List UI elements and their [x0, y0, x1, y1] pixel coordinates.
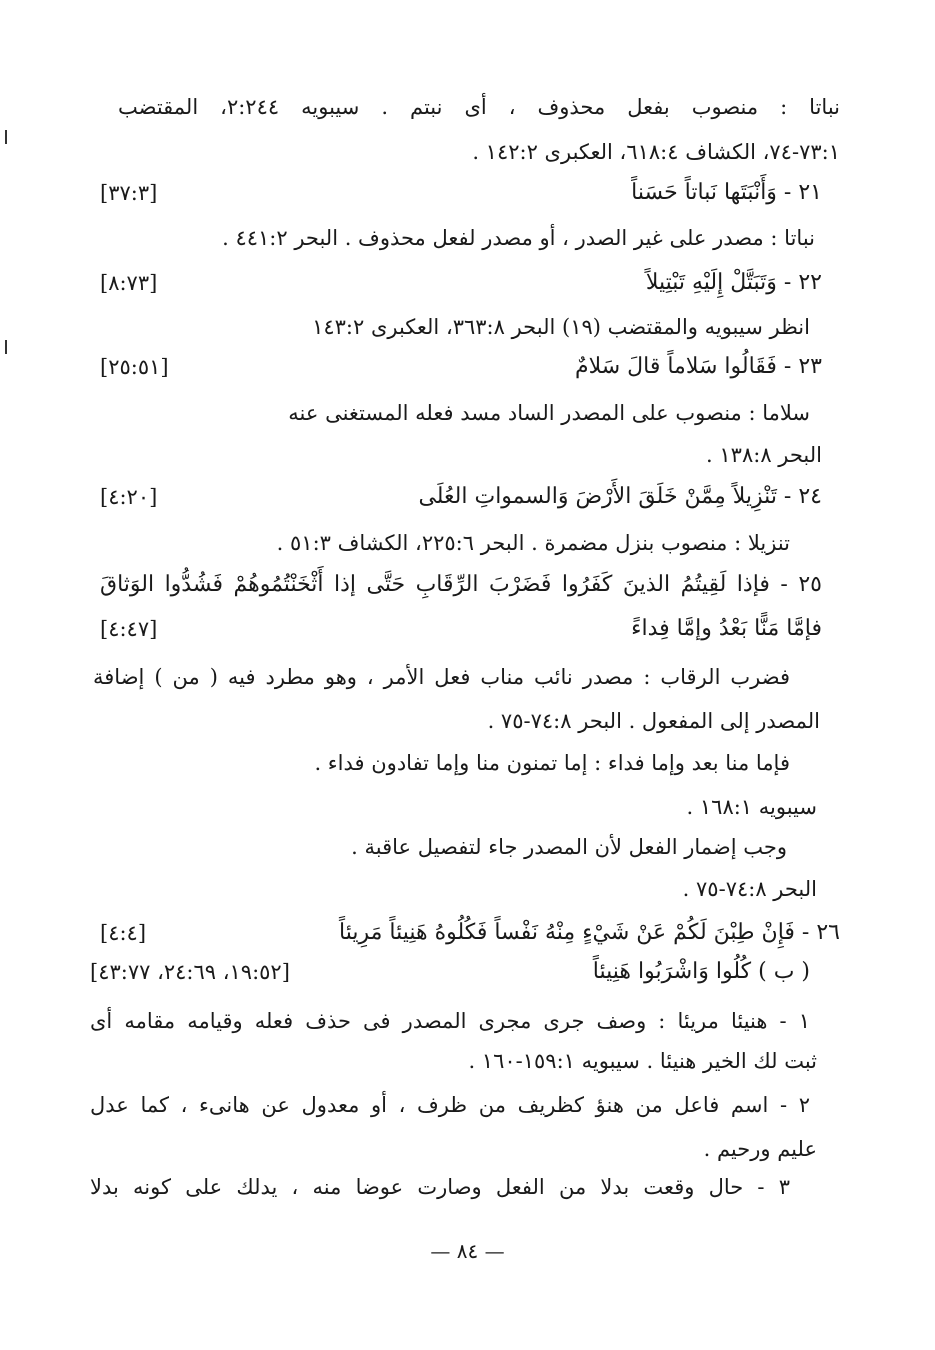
- text-line: سلاما : منصوب على المصدر الساد مسد فعله المستغنى عنه: [288, 401, 810, 425]
- text-line: نباتا : منصوب بفعل محذوف ، أى نبتم . سيبويه ٢:٢٤٤، المقتضب: [118, 95, 840, 119]
- verse-line: ٢٦ - فَإِنْ طِبْنَ لَكُمْ عَنْ شَيْءٍ مِنْهُ نَفْساً فَكُلُوهُ هَنِيئاً مَرِيئاً: [338, 920, 840, 945]
- verse-reference: [١٩:٥٢، ٢٤:٦٩، ٤٣:٧٧]: [90, 960, 290, 984]
- text-line: سيبويه ١٦٨:١ .: [686, 795, 817, 819]
- scan-edge-mark: [5, 130, 7, 144]
- verse-reference: [٢٥:٥١]: [100, 355, 169, 379]
- text-line: البحر ٧٤:٨-٧٥ .: [682, 877, 817, 901]
- verse-line: ٢١ - وَأَنْبَتَها نَباتاً حَسَناً: [631, 180, 822, 205]
- text-line: ٢ - اسم فاعل من هنؤ كظريف من ظرف ، أو معدول عن هانىء ، كما عدل: [90, 1093, 810, 1117]
- verse-line: ٢٤ - تَنْزِيلاً مِمَّنْ خَلَقَ الأَرْضَ وَالسمواتِ العُلَى: [418, 484, 822, 509]
- text-line: فضرب الرقاب : مصدر نائب مناب فعل الأمر ، وهو مطرد فيه ( من ) إضافة: [93, 665, 790, 689]
- verse-line: ٢٥ - فإذا لَقِيتُمُ الذينَ كَفَرُوا فَضَرْبَ الرِّقَابِ حَتَّى إذا أَثْخَنْتُمُوهُمْ فَشُدُّوا الوَثاقَ: [100, 572, 822, 597]
- text-line: انظر سيبويه والمقتضب (١٩) البحر ٣٦٣:٨، العكبرى ١٤٣:٢: [312, 315, 810, 339]
- text-line: المصدر إلى المفعول . البحر ٧٤:٨-٧٥ .: [487, 709, 820, 733]
- text-line: عليم ورحيم .: [703, 1137, 817, 1161]
- verse-line: ( ب ) كُلُوا وَاشْرَبُوا هَنِيئاً: [592, 959, 810, 984]
- text-line: نباتا : مصدر على غير الصدر ، أو مصدر لفعل محذوف . البحر ٤٤١:٢ .: [222, 226, 815, 250]
- text-line: البحر ١٣٨:٨ .: [706, 443, 822, 467]
- text-line: ٣ - حال وقعت بدلا من الفعل وصارت عوضا منه ، يدلك على كونه بدلا: [90, 1175, 790, 1199]
- text-line: فإما منا بعد وإما فداء : إما تمنون منا وإما تفادون فداء .: [314, 751, 790, 775]
- page-number: — ٨٤ —: [430, 1239, 505, 1263]
- verse-reference: [٨:٧٣]: [100, 271, 158, 295]
- text-line: ثبت لك الخير هنيئا . سيبويه ١٥٩:١-١٦٠ .: [468, 1049, 817, 1073]
- verse-reference: [٤:٢٠]: [100, 485, 158, 509]
- verse-line: فإمَّا مَنًّا بَعْدُ وإمَّا فِداءً: [631, 616, 822, 641]
- text-line: تنزيلا : منصوب بنزل مضمرة . البحر ٢٢٥:٦، الكشاف ٥١:٣ .: [276, 531, 790, 555]
- verse-reference: [٤:٤٧]: [100, 617, 158, 641]
- text-line: وجب إضمار الفعل لأن المصدر جاء لتفصيل عاقبة .: [351, 835, 787, 859]
- text-line: ١ - هنيئا مريئا : وصف جرى مجرى المصدر فى حذف فعله وقيامه مقامه أى: [90, 1009, 810, 1033]
- scan-edge-mark: [5, 340, 7, 354]
- verse-reference: [٤:٤]: [100, 921, 147, 945]
- verse-line: ٢٣ - فَقَالُوا سَلاماً قالَ سَلامٌ: [574, 354, 822, 379]
- verse-reference: [٣٧:٣]: [100, 181, 158, 205]
- verse-line: ٢٢ - وَتَبَتَّلْ إِلَيْهِ تَبْتِيلاً: [645, 270, 822, 295]
- text-line: ٧٣:١-٧٤، الكشاف ٦١٨:٤، العكبرى ١٤٢:٢ .: [472, 140, 840, 164]
